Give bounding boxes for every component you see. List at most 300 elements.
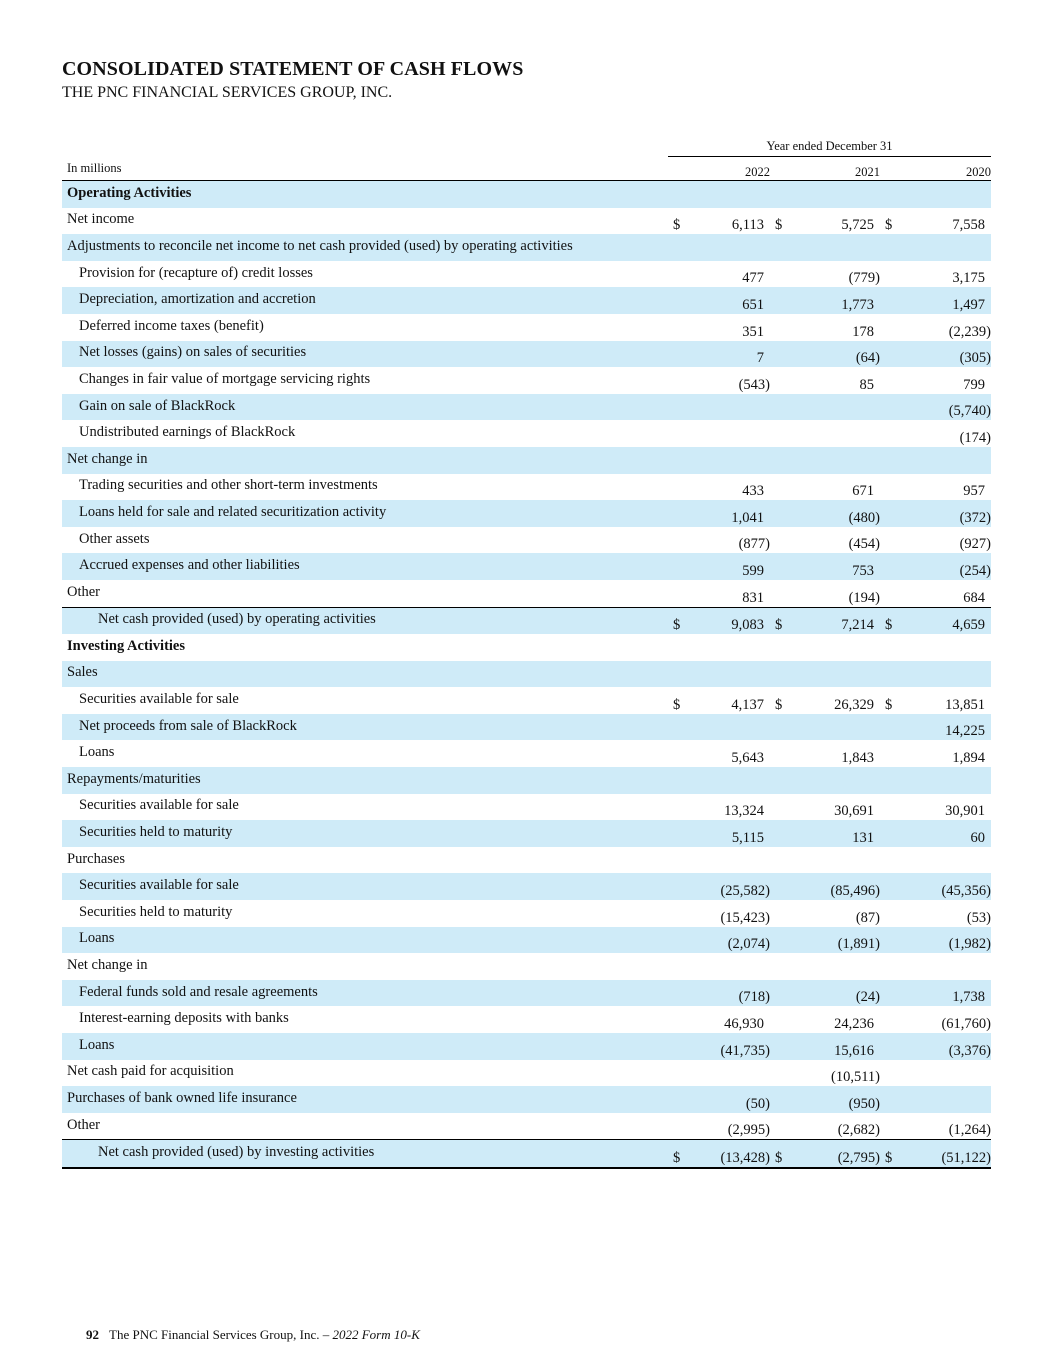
currency-symbol xyxy=(668,767,686,794)
table-row xyxy=(62,740,991,767)
value-cell xyxy=(902,953,991,980)
value-cell: (41,735) xyxy=(686,1033,770,1060)
row-label: Net proceeds from sale of BlackRock xyxy=(62,714,668,741)
row-label: Loans xyxy=(62,927,668,954)
currency-symbol xyxy=(770,927,792,954)
currency-symbol: $ xyxy=(770,607,792,634)
company-name: THE PNC FINANCIAL SERVICES GROUP, INC. xyxy=(62,84,393,101)
table-row xyxy=(62,394,991,421)
currency-symbol xyxy=(770,980,792,1007)
currency-symbol xyxy=(880,1086,902,1113)
currency-symbol xyxy=(880,1113,902,1140)
value-cell: 3,175 xyxy=(952,270,985,287)
value-cell: 9,083 xyxy=(686,607,770,634)
section-label: Investing Activities xyxy=(67,637,186,654)
row-label: Federal funds sold and resale agreements xyxy=(62,980,668,1007)
value-cell: (15,423) xyxy=(720,909,770,926)
currency-symbol xyxy=(880,953,902,980)
footer-form: 2022 Form 10-K xyxy=(332,1327,420,1342)
value-cell: 30,901 xyxy=(945,803,985,820)
value-cell xyxy=(792,953,880,980)
value-cell: 651 xyxy=(686,287,770,314)
currency-symbol xyxy=(770,873,792,900)
table-row xyxy=(62,314,991,341)
currency-symbol xyxy=(880,1006,902,1033)
currency-symbol xyxy=(880,447,902,474)
currency-symbol xyxy=(770,553,792,580)
row-label: Net cash provided (used) by investing activities xyxy=(62,1140,668,1168)
value-cell: 1,738 xyxy=(902,980,991,1007)
value-cell: (50) xyxy=(686,1086,770,1113)
value-cell: 178 xyxy=(852,323,874,340)
row-label: Net cash paid for acquisition xyxy=(67,1063,234,1080)
currency-symbol xyxy=(668,527,686,554)
table-row xyxy=(62,553,991,580)
currency-symbol xyxy=(668,287,686,314)
table-row xyxy=(62,580,991,607)
value-cell xyxy=(686,847,770,874)
currency-symbol xyxy=(880,234,902,261)
row-label: Trading securities and other short-term investments xyxy=(79,477,378,494)
currency-symbol xyxy=(668,474,686,501)
currency-symbol xyxy=(770,1006,792,1033)
currency-symbol xyxy=(668,873,686,900)
value-cell: (305) xyxy=(902,341,991,368)
currency-symbol xyxy=(880,661,902,688)
currency-symbol xyxy=(770,181,792,208)
value-cell: 15,616 xyxy=(792,1033,880,1060)
value-cell xyxy=(686,767,770,794)
value-cell xyxy=(792,234,880,261)
currency-symbol xyxy=(668,820,686,847)
value-cell: 1,773 xyxy=(792,287,880,314)
value-cell: 1,497 xyxy=(902,287,991,314)
value-cell xyxy=(902,447,991,474)
row-label: Deferred income taxes (benefit) xyxy=(79,317,264,334)
column-header-row xyxy=(62,159,991,181)
currency-symbol xyxy=(770,953,792,980)
currency-symbol xyxy=(770,500,792,527)
row-label: Adjustments to reconcile net income to net cash provided (used) by operating activities xyxy=(62,234,668,261)
currency-symbol xyxy=(880,847,902,874)
currency-symbol xyxy=(668,261,686,288)
currency-symbol xyxy=(770,847,792,874)
section-label: Operating Activities xyxy=(62,181,668,208)
value-cell: (85,496) xyxy=(792,873,880,900)
value-cell: (3,376) xyxy=(902,1033,991,1060)
row-label: Net losses (gains) on sales of securities xyxy=(62,341,668,368)
row-label: Changes in fair value of mortgage servicing rights xyxy=(79,370,371,387)
row-label: Interest-earning deposits with banks xyxy=(79,1010,289,1027)
value-cell: (2,995) xyxy=(727,1122,770,1139)
currency-symbol xyxy=(880,740,902,767)
value-cell xyxy=(792,714,880,741)
table-row xyxy=(62,687,991,714)
value-cell: (194) xyxy=(848,589,880,606)
currency-symbol xyxy=(880,927,902,954)
value-cell: (1,891) xyxy=(792,927,880,954)
currency-symbol xyxy=(880,181,902,208)
table-row xyxy=(62,261,991,288)
currency-symbol: $ xyxy=(673,696,681,713)
value-cell: (53) xyxy=(966,909,991,926)
value-cell xyxy=(902,1060,991,1087)
table-row xyxy=(62,794,991,821)
value-cell: (24) xyxy=(792,980,880,1007)
currency-symbol xyxy=(880,287,902,314)
currency-symbol xyxy=(880,341,902,368)
table-row xyxy=(62,980,991,1007)
value-cell: (25,582) xyxy=(686,873,770,900)
currency-symbol xyxy=(770,794,792,821)
value-cell: 684 xyxy=(963,589,985,606)
value-cell: 24,236 xyxy=(834,1016,874,1032)
value-cell: 30,691 xyxy=(834,803,874,820)
currency-symbol xyxy=(770,527,792,554)
section-header-row xyxy=(62,181,991,208)
value-cell: (927) xyxy=(959,536,991,553)
value-cell: (5,740) xyxy=(902,394,991,421)
footer-company: The PNC Financial Services Group, Inc. – xyxy=(109,1327,330,1342)
year-header-2022: 2022 xyxy=(686,159,770,181)
page-footer xyxy=(86,1327,420,1343)
value-cell: 831 xyxy=(742,589,764,606)
currency-symbol xyxy=(668,794,686,821)
currency-symbol xyxy=(770,287,792,314)
currency-symbol xyxy=(668,980,686,1007)
value-cell xyxy=(792,394,880,421)
row-label: Purchases of bank owned life insurance xyxy=(62,1086,668,1113)
row-label: Securities available for sale xyxy=(79,691,239,708)
currency-symbol xyxy=(668,1086,686,1113)
currency-symbol: $ xyxy=(775,696,783,713)
value-cell: 85 xyxy=(859,376,874,393)
value-cell: (61,760) xyxy=(941,1016,991,1032)
row-label: Securities available for sale xyxy=(62,873,668,900)
currency-symbol xyxy=(668,634,686,661)
value-cell xyxy=(792,420,880,447)
value-cell: (254) xyxy=(902,553,991,580)
table-row xyxy=(62,367,991,394)
currency-symbol xyxy=(668,181,686,208)
currency-symbol xyxy=(668,234,686,261)
currency-symbol xyxy=(770,1033,792,1060)
currency-symbol: $ xyxy=(880,1140,902,1168)
currency-symbol xyxy=(880,1033,902,1060)
value-cell: (64) xyxy=(792,341,880,368)
cash-flow-table xyxy=(62,159,991,1169)
value-cell xyxy=(686,953,770,980)
row-label: Net income xyxy=(67,211,135,228)
table-row xyxy=(62,1086,991,1113)
currency-symbol xyxy=(880,1060,902,1087)
currency-symbol xyxy=(668,953,686,980)
row-label: Net cash provided (used) by operating activities xyxy=(62,607,668,634)
value-cell xyxy=(686,234,770,261)
currency-symbol xyxy=(880,900,902,927)
value-cell xyxy=(902,234,991,261)
currency-symbol xyxy=(880,474,902,501)
value-cell: (480) xyxy=(792,500,880,527)
value-cell xyxy=(792,847,880,874)
currency-symbol xyxy=(668,900,686,927)
row-label: Repayments/maturities xyxy=(62,767,668,794)
value-cell: (13,428) xyxy=(686,1140,770,1168)
currency-symbol xyxy=(770,714,792,741)
value-cell: (45,356) xyxy=(902,873,991,900)
value-cell: 477 xyxy=(742,270,764,287)
value-cell xyxy=(792,447,880,474)
table-row xyxy=(62,474,991,501)
value-cell: (10,511) xyxy=(831,1069,880,1086)
currency-symbol xyxy=(880,367,902,394)
table-row xyxy=(62,873,991,900)
table-row xyxy=(62,420,991,447)
value-cell: 5,643 xyxy=(731,750,764,767)
currency-symbol xyxy=(880,527,902,554)
currency-symbol: $ xyxy=(668,1140,686,1168)
row-label: Other xyxy=(67,583,101,600)
table-row xyxy=(62,900,991,927)
value-cell: (1,982) xyxy=(902,927,991,954)
value-cell: 4,659 xyxy=(902,607,991,634)
currency-symbol xyxy=(668,447,686,474)
currency-symbol xyxy=(668,1113,686,1140)
currency-symbol xyxy=(770,634,792,661)
value-cell: 7,214 xyxy=(792,607,880,634)
currency-symbol xyxy=(770,447,792,474)
currency-symbol xyxy=(880,500,902,527)
currency-symbol xyxy=(668,661,686,688)
currency-symbol xyxy=(770,234,792,261)
currency-symbol xyxy=(880,580,902,607)
value-cell: 131 xyxy=(792,820,880,847)
currency-symbol xyxy=(880,394,902,421)
row-label: Loans held for sale and related securitization activity xyxy=(62,500,668,527)
row-label: Provision for (recapture of) credit losses xyxy=(79,264,313,281)
currency-symbol xyxy=(770,580,792,607)
row-label: Sales xyxy=(62,661,668,688)
currency-symbol xyxy=(770,1060,792,1087)
table-row xyxy=(62,953,991,980)
value-cell: 46,930 xyxy=(724,1016,764,1032)
row-label: Undistributed earnings of BlackRock xyxy=(79,424,296,441)
value-cell: (454) xyxy=(848,536,880,553)
currency-symbol xyxy=(880,714,902,741)
table-row xyxy=(62,234,991,261)
currency-symbol xyxy=(770,314,792,341)
value-cell: 7,558 xyxy=(952,217,985,234)
table-row xyxy=(62,1113,991,1140)
value-cell: (2,682) xyxy=(837,1122,880,1139)
currency-symbol xyxy=(668,314,686,341)
currency-symbol xyxy=(668,500,686,527)
table-row xyxy=(62,1033,991,1060)
value-cell: 7 xyxy=(686,341,770,368)
value-cell xyxy=(686,181,770,208)
value-cell: 6,113 xyxy=(731,217,764,234)
value-cell xyxy=(686,1060,770,1087)
currency-symbol xyxy=(770,900,792,927)
value-cell: 13,324 xyxy=(724,803,764,820)
currency-symbol xyxy=(668,420,686,447)
currency-symbol: $ xyxy=(668,607,686,634)
row-label: Accrued expenses and other liabilities xyxy=(62,553,668,580)
row-label: Other assets xyxy=(79,530,150,547)
table-row xyxy=(62,927,991,954)
table-row xyxy=(62,527,991,554)
currency-symbol xyxy=(770,661,792,688)
currency-symbol xyxy=(668,580,686,607)
currency-symbol: $ xyxy=(770,1140,792,1168)
value-cell: 1,894 xyxy=(952,750,985,767)
currency-symbol: $ xyxy=(775,217,783,234)
units-label: In millions xyxy=(62,159,668,181)
value-cell xyxy=(902,661,991,688)
currency-symbol: $ xyxy=(880,607,902,634)
table-row xyxy=(62,341,991,368)
value-cell xyxy=(792,634,880,661)
currency-symbol xyxy=(668,1033,686,1060)
row-label: Net change in xyxy=(67,957,148,974)
table-row xyxy=(62,447,991,474)
section-header-row xyxy=(62,634,991,661)
currency-symbol xyxy=(668,714,686,741)
value-cell: 753 xyxy=(792,553,880,580)
table-row xyxy=(62,1060,991,1087)
value-cell: 671 xyxy=(852,483,874,500)
value-cell xyxy=(686,661,770,688)
currency-symbol xyxy=(880,420,902,447)
value-cell: 599 xyxy=(686,553,770,580)
value-cell: (950) xyxy=(792,1086,880,1113)
row-label: Securities held to maturity xyxy=(79,903,233,920)
value-cell: (779) xyxy=(848,270,880,287)
value-cell xyxy=(902,634,991,661)
currency-symbol xyxy=(770,767,792,794)
currency-symbol xyxy=(770,341,792,368)
row-label: Other xyxy=(67,1116,101,1133)
value-cell: 14,225 xyxy=(902,714,991,741)
value-cell: (1,264) xyxy=(948,1122,991,1139)
table-body xyxy=(62,159,991,1168)
value-cell: 4,137 xyxy=(731,696,764,713)
value-cell xyxy=(686,714,770,741)
value-cell: 60 xyxy=(902,820,991,847)
currency-symbol xyxy=(880,794,902,821)
table-row xyxy=(62,820,991,847)
value-cell: (2,239) xyxy=(948,323,991,340)
row-label: Depreciation, amortization and accretion xyxy=(62,287,668,314)
currency-symbol xyxy=(880,314,902,341)
currency-symbol xyxy=(668,367,686,394)
currency-symbol xyxy=(668,394,686,421)
currency-symbol xyxy=(770,261,792,288)
value-cell: (2,074) xyxy=(686,927,770,954)
value-cell: (543) xyxy=(738,376,770,393)
value-cell xyxy=(792,767,880,794)
value-cell: 26,329 xyxy=(834,696,874,713)
value-cell xyxy=(902,847,991,874)
year-header-2021: 2021 xyxy=(792,159,880,181)
currency-symbol xyxy=(668,341,686,368)
value-cell: (87) xyxy=(855,909,880,926)
value-cell xyxy=(902,767,991,794)
currency-symbol xyxy=(668,1060,686,1087)
currency-symbol xyxy=(668,1006,686,1033)
value-cell: (877) xyxy=(738,536,770,553)
value-cell xyxy=(902,181,991,208)
value-cell: 957 xyxy=(963,483,985,500)
year-header-2020: 2020 xyxy=(902,159,991,181)
table-row xyxy=(62,287,991,314)
row-label: Securities available for sale xyxy=(79,797,239,814)
currency-symbol xyxy=(770,820,792,847)
table-row xyxy=(62,208,991,235)
value-cell xyxy=(686,634,770,661)
value-cell: 5,115 xyxy=(686,820,770,847)
currency-symbol xyxy=(880,980,902,1007)
table-row xyxy=(62,714,991,741)
currency-symbol xyxy=(668,740,686,767)
currency-symbol xyxy=(668,927,686,954)
table-row xyxy=(62,661,991,688)
value-cell xyxy=(792,181,880,208)
total-row xyxy=(62,1140,991,1168)
currency-symbol xyxy=(880,634,902,661)
table-row xyxy=(62,847,991,874)
row-label: Securities held to maturity xyxy=(62,820,668,847)
value-cell: (718) xyxy=(686,980,770,1007)
currency-symbol xyxy=(668,847,686,874)
currency-symbol xyxy=(770,740,792,767)
value-cell xyxy=(686,447,770,474)
value-cell: 351 xyxy=(742,323,764,340)
table-row xyxy=(62,1006,991,1033)
value-cell: (2,795) xyxy=(792,1140,880,1168)
value-cell: (174) xyxy=(959,429,991,446)
value-cell: 1,041 xyxy=(686,500,770,527)
value-cell: (51,122) xyxy=(902,1140,991,1168)
total-row xyxy=(62,607,991,634)
table-row xyxy=(62,767,991,794)
value-cell xyxy=(686,394,770,421)
currency-symbol xyxy=(770,474,792,501)
row-label: Net change in xyxy=(62,447,668,474)
page-number: 92 xyxy=(86,1327,99,1342)
value-cell: 13,851 xyxy=(945,696,985,713)
value-cell: 799 xyxy=(963,376,985,393)
value-cell: 1,843 xyxy=(841,750,874,767)
value-cell xyxy=(792,661,880,688)
currency-symbol xyxy=(880,261,902,288)
row-label: Purchases xyxy=(67,850,125,867)
value-cell: 433 xyxy=(742,483,764,500)
value-cell xyxy=(686,420,770,447)
value-cell: 5,725 xyxy=(841,217,874,234)
row-label: Loans xyxy=(79,744,115,761)
currency-symbol: $ xyxy=(885,696,893,713)
period-header: Year ended December 31 xyxy=(668,139,991,157)
currency-symbol xyxy=(880,873,902,900)
currency-symbol xyxy=(770,1086,792,1113)
currency-symbol xyxy=(880,820,902,847)
currency-symbol xyxy=(770,394,792,421)
currency-symbol xyxy=(770,420,792,447)
currency-symbol: $ xyxy=(673,217,681,234)
value-cell xyxy=(902,1086,991,1113)
table-row xyxy=(62,500,991,527)
